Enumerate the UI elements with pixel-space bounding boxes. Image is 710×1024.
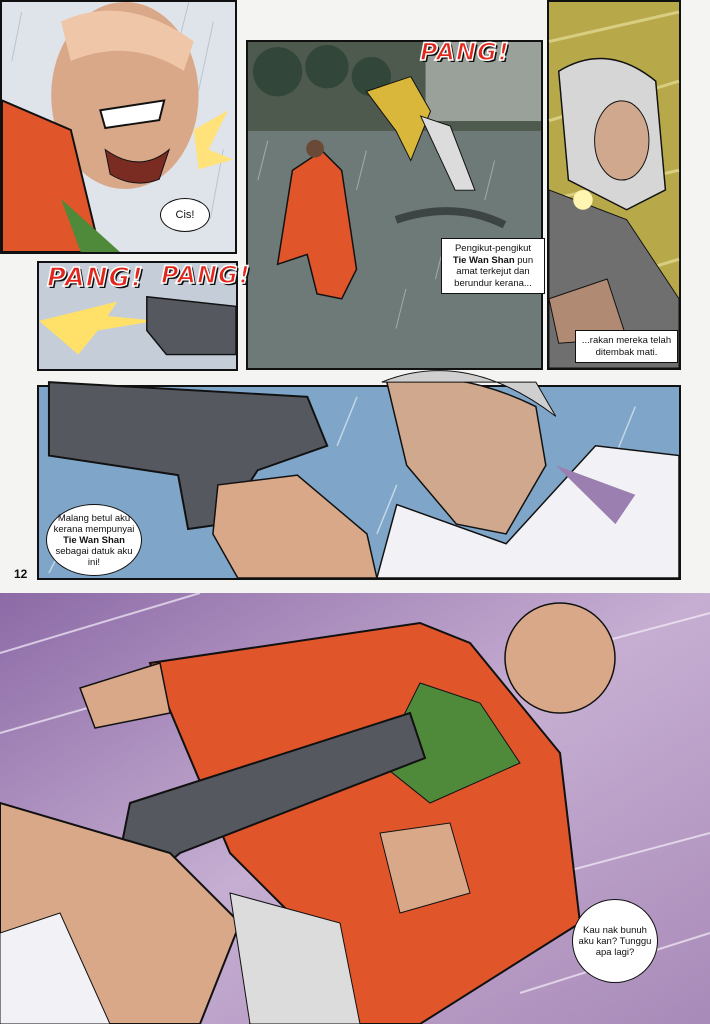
speech-bubble-cis — [160, 198, 210, 232]
courtyard-illustration — [248, 42, 541, 368]
bubble-text: Cis! — [175, 208, 195, 221]
speech-bubble-unlucky — [46, 504, 142, 576]
caption-text-a: Pengikut-pengikut — [454, 243, 532, 254]
page-number: 12 — [14, 567, 28, 581]
caption-name-tie-wan-shan: Tie Wan Shan — [452, 254, 515, 266]
speech-bubble-wait-what — [572, 899, 658, 983]
bubble-text-a: Malang betul aku kerana mempunyai — [53, 512, 135, 535]
grey-hair-illustration — [549, 2, 679, 368]
panel-rain-courtyard — [246, 40, 543, 370]
panel-gun-firing — [37, 261, 251, 371]
bubble-name-tie-wan-shan: Tie Wan Shan — [63, 534, 125, 546]
caption-text-b: pun amat terkejut dan berundur kerana... — [454, 254, 534, 289]
narration-caption-comrades — [575, 330, 678, 363]
panel-aiming-pistol — [37, 385, 681, 580]
panel-bald-man-closeup — [0, 0, 237, 254]
sfx-pang: PANG! — [420, 38, 510, 66]
panel-bald-man-shot — [0, 593, 710, 1024]
caption-text: ...rakan mereka telah ditembak mati. — [581, 335, 672, 358]
narration-caption-followers — [441, 238, 545, 294]
sfx-pang-left: PANG! — [47, 263, 144, 293]
bubble-text: Kau nak bunuh aku kan? Tunggu apa lagi? — [578, 924, 652, 958]
bubble-text-b: sebagai datuk aku ini! — [55, 545, 133, 568]
panel-grey-hair-shot — [547, 0, 681, 370]
sfx-pang-right: PANG! — [161, 261, 251, 289]
